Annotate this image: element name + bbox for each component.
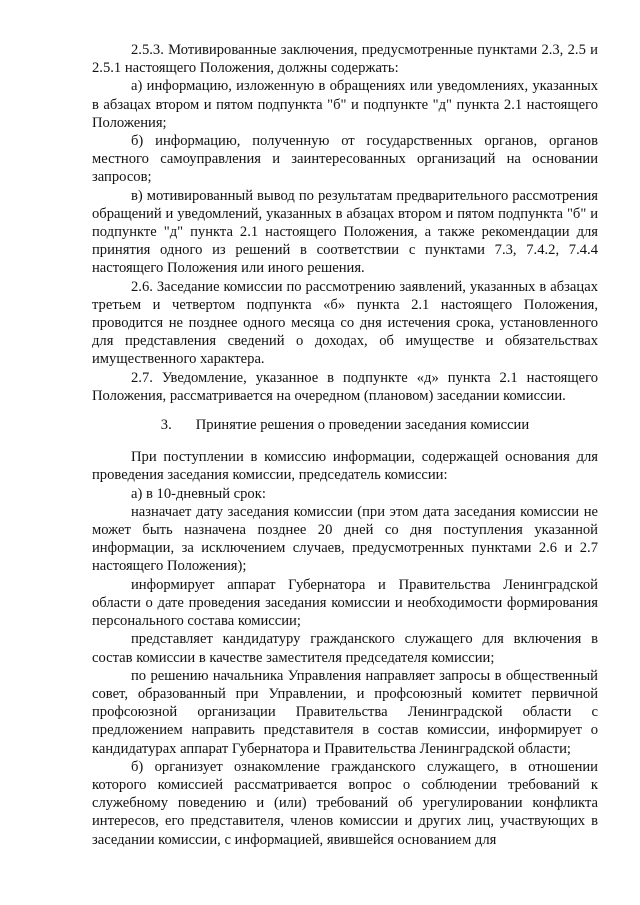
- paragraph-candidate: представляет кандидатуру гражданского служащего для включения в состав комиссии в качестве заместителя председателя комиссии;: [92, 631, 598, 666]
- paragraph-item-b: б) информацию, полученную от государственных органов, органов местного самоуправления и заинтересованных организаций на основании запросов;: [92, 133, 598, 186]
- section-title: Принятие решения о проведении заседания комиссии: [195, 417, 530, 434]
- paragraph-requests: по решению начальника Управления направляет запросы в общественный совет, образованный при Управлении, и профсоюзный комитет первичной профсоюзной организации Правительства Ленинградской области с предложением направить представителя в состав комиссии, информирует о кандидатурах аппарат Губернатора и Правительства Ленинградской области;: [92, 667, 598, 757]
- document-body: [92, 41, 598, 849]
- paragraph-2-6: 2.6. Заседание комиссии по рассмотрению заявлений, указанных в абзацах третьем и четвертом подпункта «б» пункта 2.1 настоящего Положения, проводится не позднее одного месяца со дня истечения срока, установленного для представления сведений о доходах, об имуществе и обязательствах имущественного характера.: [92, 278, 598, 368]
- paragraph-assign-date: назначает дату заседания комиссии (при этом дата заседания комиссии не может быть назначена позднее 20 дней со дня поступления указанной информации, за исключением случаев, предусмотренных пунктами 2.6 и 2.7 настоящего Положения);: [92, 503, 598, 575]
- paragraph-item-a: а) информацию, изложенную в обращениях или уведомлениях, указанных в абзацах втором и пятом подпункта "б" и подпункте "д" пункта 2.1 настоящего Положения;: [92, 78, 598, 131]
- paragraph-item-b-familiarize: б) организует ознакомление гражданского служащего, в отношении которого комиссией рассматривается вопрос о соблюдении требований к служебному поведению и (или) требований об урегулировании конфликта интересов, его представителя, членов комиссии и других лиц, участвующих в заседании комиссии, с информацией, явившейся основанием для: [92, 758, 598, 848]
- section-number: 3.: [160, 417, 172, 434]
- paragraph-item-a-term: а) в 10-дневный срок:: [131, 485, 266, 502]
- paragraph-inform-apparatus: информирует аппарат Губернатора и Правительства Ленинградской области о дате проведения заседания комиссии и необходимости формирования персонального состава комиссии;: [92, 576, 598, 630]
- section-heading: [92, 416, 598, 434]
- paragraph-item-v: в) мотивированный вывод по результатам предварительного рассмотрения обращений и уведомлений, указанных в абзацах втором и пятом подпункта "б" и подпункте "д" пункта 2.1 настоящего Положения, а также рекомендации для принятия одного из решений в соответствии с пунктами 7.3, 7.4.2, 7.4.4 настоящего Положения или иного решения.: [92, 187, 598, 277]
- paragraph-2-5-3: 2.5.3. Мотивированные заключения, предусмотренные пунктами 2.3, 2.5 и 2.5.1 настоящего Положения, должны содержать:: [92, 42, 598, 77]
- paragraph-intro: При поступлении в комиссию информации, содержащей основания для проведения заседания комиссии, председатель комиссии:: [92, 449, 598, 484]
- paragraph-2-7: 2.7. Уведомление, указанное в подпункте «д» пункта 2.1 настоящего Положения, рассматривается на очередном (плановом) заседании комиссии.: [92, 369, 598, 404]
